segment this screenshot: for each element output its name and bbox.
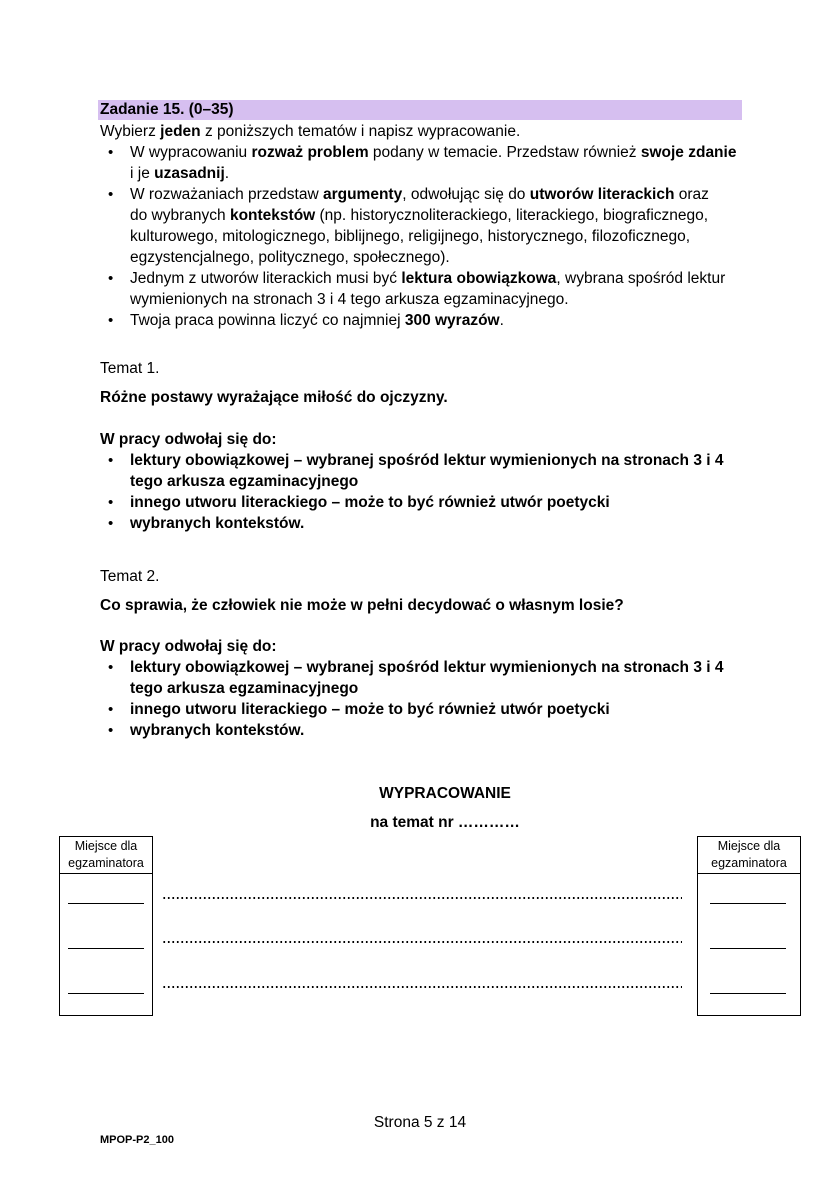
topic-2-label: Temat 2.	[100, 568, 160, 585]
intro-text: Wybierz	[100, 123, 161, 140]
task-header-text: Zadanie 15. (0–35)	[100, 101, 234, 118]
bullet-icon: •	[108, 186, 114, 203]
bullet-icon: •	[108, 722, 114, 739]
topic-1-label: Temat 1.	[100, 360, 160, 377]
score-line[interactable]	[68, 948, 144, 949]
intro-text-end: z poniższych tematów i napisz wypracowanie.	[200, 123, 521, 140]
topic-1-question: Różne postawy wyrażające miłość do ojczyzny.	[100, 389, 448, 406]
bullet-icon: •	[108, 494, 114, 511]
essay-subtitle: na temat nr …………	[370, 814, 520, 831]
examiner-box-caption: Miejsce dla egzaminatora	[60, 837, 152, 874]
topic-2-refer-heading: W pracy odwołaj się do:	[100, 638, 277, 655]
writing-line[interactable]	[162, 986, 682, 988]
score-line[interactable]	[68, 903, 144, 904]
instruction-item: • W wypracowaniu rozważ problem podany w temacie. Przedstaw również swoje zdanie i je uzasadnij.	[108, 144, 737, 182]
topic-1-refs	[100, 450, 740, 534]
examiner-box-left	[59, 836, 153, 1016]
topic-ref-item: • innego utworu literackiego – może to być również utwór poetycki	[108, 494, 610, 511]
writing-line[interactable]	[162, 941, 682, 943]
topic-ref-item: • innego utworu literackiego – może to być również utwór poetycki	[108, 701, 610, 718]
score-line[interactable]	[710, 948, 786, 949]
score-line[interactable]	[710, 903, 786, 904]
topic-ref-item: • lektury obowiązkowej – wybranej spośród lektur wymienionych na stronach 3 i 4 tego arkusza egzaminacyjnego	[108, 452, 724, 490]
examiner-box-right	[697, 836, 801, 1016]
topic-2-question: Co sprawia, że człowiek nie może w pełni decydować o własnym losie?	[100, 597, 624, 614]
exam-code: MPOP-P2_100	[100, 1134, 174, 1146]
task-intro	[100, 121, 520, 142]
bullet-icon: •	[108, 659, 114, 676]
instruction-list	[100, 142, 750, 331]
essay-title: WYPRACOWANIE	[379, 785, 511, 802]
task-header	[98, 100, 742, 120]
topic-ref-item: • lektury obowiązkowej – wybranej spośród lektur wymienionych na stronach 3 i 4 tego arkusza egzaminacyjnego	[108, 659, 724, 697]
score-line[interactable]	[710, 993, 786, 994]
topic-2-refs	[100, 657, 740, 741]
page-number: Strona 5 z 14	[373, 1114, 467, 1131]
topic-1-refer-heading: W pracy odwołaj się do:	[100, 431, 277, 448]
topic-ref-item: • wybranych kontekstów.	[108, 515, 305, 532]
instruction-item: • Twoja praca powinna liczyć co najmniej 300 wyrazów.	[108, 312, 504, 329]
bullet-icon: •	[108, 701, 114, 718]
instruction-item: • W rozważaniach przedstaw argumenty, odwołując się do utworów literackich oraz do wybranych kontekstów (np. historycznoliterackiego, literackiego, biograficznego, kulturowego, mitologicznego, biblijnego, religijnego, historycznego, filozoficznego, egzystencjalnego, politycznego, społecznego).	[108, 186, 709, 266]
instruction-item: • Jednym z utworów literackich musi być lektura obowiązkowa, wybrana spośród lektur wymienionych na stronach 3 i 4 tego arkusza egzaminacyjnego.	[108, 270, 726, 308]
score-line[interactable]	[68, 993, 144, 994]
bullet-icon: •	[108, 312, 114, 329]
intro-bold: jeden	[160, 123, 201, 140]
bullet-icon: •	[108, 452, 114, 469]
writing-line[interactable]	[162, 897, 682, 899]
bullet-icon: •	[108, 144, 114, 161]
examiner-box-caption: Miejsce dla egzaminatora	[698, 837, 800, 874]
bullet-icon: •	[108, 515, 114, 532]
topic-ref-item: • wybranych kontekstów.	[108, 722, 305, 739]
bullet-icon: •	[108, 270, 114, 287]
